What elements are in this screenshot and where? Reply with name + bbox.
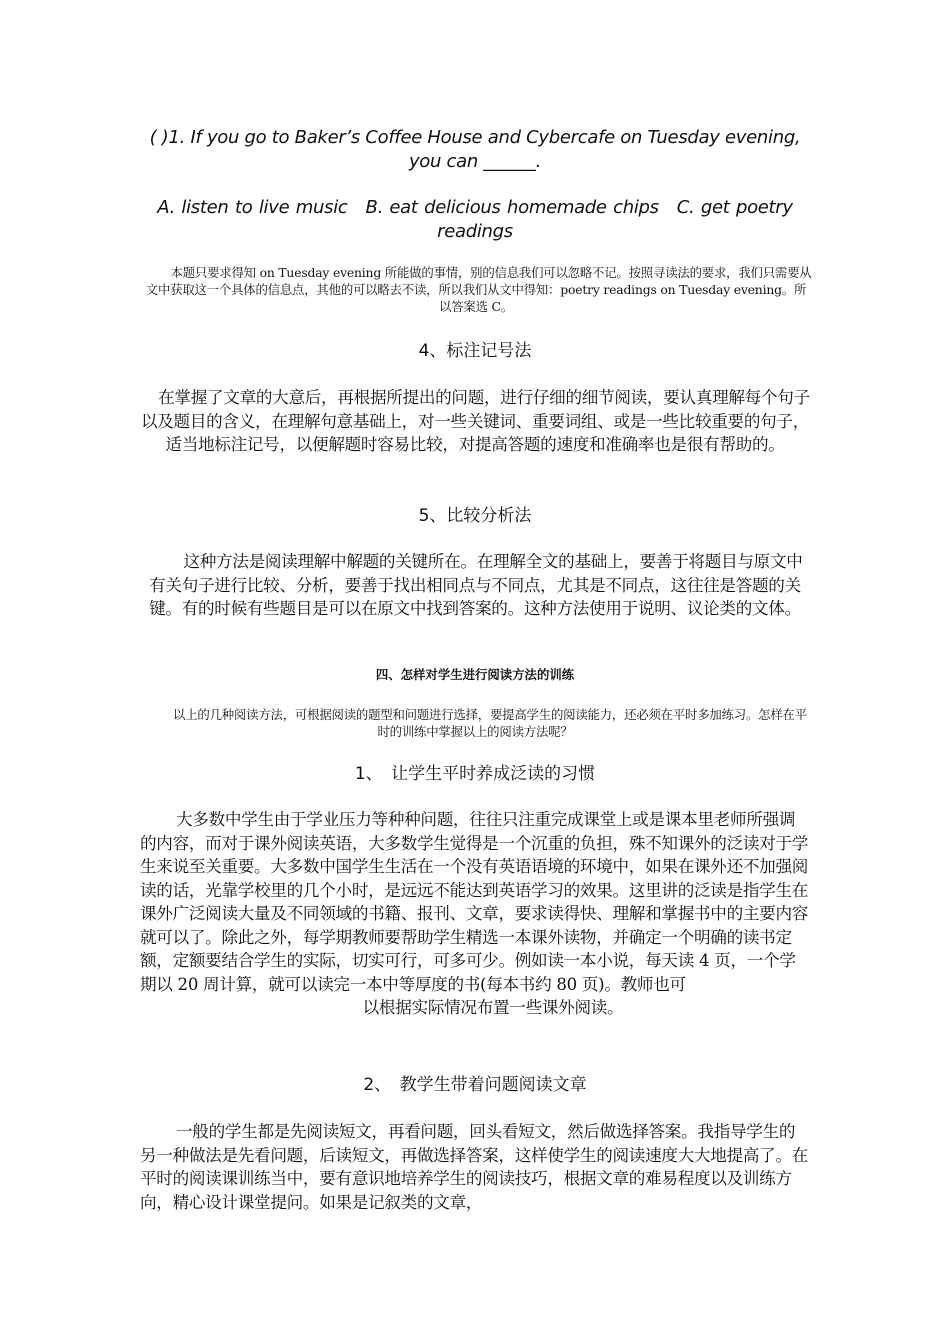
item-body-extensive-reading-text: 大多数中学生由于学业压力等种种问题，往往只注重完成课堂上或是课本里老师所强调的内容，而对于课外阅读英语，大多数学生觉得是一个沉重的负担，殊不知课外的泛读对于学生来说至关重要。大多数中国学生生活在一个没有英语语境的环境中，如果在课外还不加强阅读的话，光靠学校里的几个小时，是远远不能达到英语学习的效果。这里讲的泛读是指学生在课外广泛阅读大量及不同领域的书籍、报刊、文章，要求读得快、理解和掌握书中的主要内容就可以了。除此之外，每学期教师要帮助学生精选一本课外读物，并确定一个明确的读书定额，定额要结合学生的实际，切实可行，可多可少。例如读一本小说，每天读 4 页，一个学期以 20 周计算，就可以读完一本中等厚度的书(每本书约 80 页)。教师也可 <box>140 810 809 994</box>
item-body-extensive-reading-last-line: 以根据实际情况布置一些课外阅读。 <box>362 998 624 1017</box>
section-body-comparison: 这种方法是阅读理解中解题的关键所在。在理解全文的基础上，要善于将题目与原文中有关句子进行比较、分析，要善于找出相同点与不同点，尤其是不同点，这往往是答题的关键。有的时候有些题目是可以在原文中找到答案的。这种方法使用于说明、议论类的文体。 <box>149 552 803 618</box>
item-body-question-reading: 一般的学生都是先阅读短文，再看问题，回头看短文，然后做选择答案。我指导学生的另一种做法是先看问题，后读短文，再做选择答案，这样使学生的阅读速度大大地提高了。在平时的阅读课训练当中，要有意识地培养学生的阅读技巧，根据文章的难易程度以及训练方向，精心设计课堂提问。如果是记叙类的文章， <box>140 1122 809 1212</box>
section-heading-marking: 4、标注记号法 <box>418 341 532 361</box>
section-body-marking: 在掌握了文章的大意后，再根据所提出的问题，进行仔细的细节阅读，要认真理解每个句子以及题目的含义，在理解句意基础上，对一些关键词、重要词组、或是一些比较重要的句子，适当地标注记号，以便解题时容易比较，对提高答题的速度和准确率也是很有帮助的。 <box>140 388 810 454</box>
item-heading-question-reading: 2、 教学生带着问题阅读文章 <box>363 1075 587 1095</box>
answer-explanation: 本题只要求得知 on Tuesday evening 所能做的事情，别的信息我们可以忽略不记。按照寻读法的要求，我们只需要从文中获取这一个具体的信息点，其他的可以略去不读，所以我们从文中得知：poetry readings on Tuesday evening。所以答案选 C。 <box>145 265 812 314</box>
part-intro-training: 以上的几种阅读方法，可根据阅读的题型和问题进行选择，要提高学生的阅读能力，还必须在平时多加练习。怎样在平时的训练中掌握以上的阅读方法呢？ <box>173 707 807 739</box>
item-body-extensive-reading <box>140 808 810 1020</box>
answer-options <box>140 196 810 244</box>
option-c: C. get poetry readings <box>437 197 793 242</box>
option-a: A. listen to live music <box>157 197 348 218</box>
item-heading-extensive-reading: 1、 让学生平时养成泛读的习惯 <box>354 764 596 784</box>
section-heading-comparison: 5、比较分析法 <box>418 506 532 526</box>
option-b: B. eat delicious homemade chips <box>365 197 659 218</box>
question-stem: ( )1. If you go to Baker’s Coffee House and Cybercafe on Tuesday evening, you can ______. <box>149 127 801 172</box>
part-heading-training: 四、怎样对学生进行阅读方法的训练 <box>375 667 575 682</box>
